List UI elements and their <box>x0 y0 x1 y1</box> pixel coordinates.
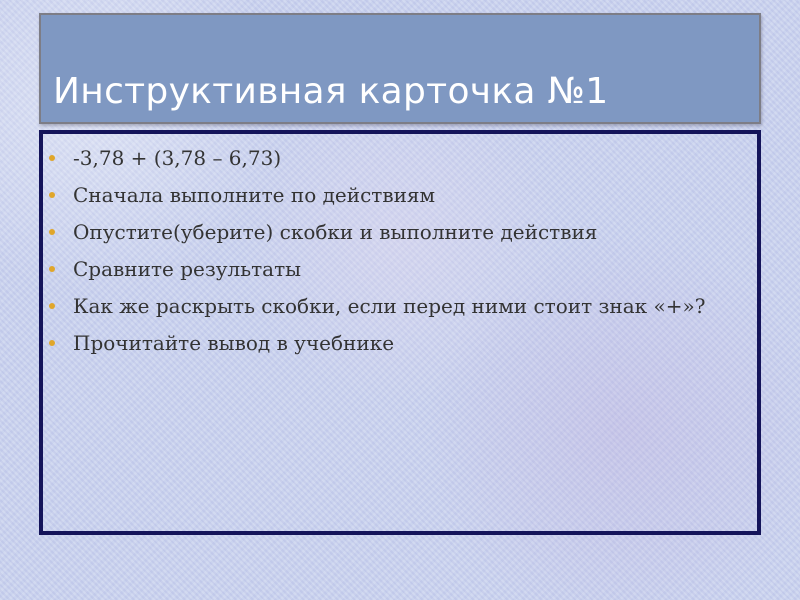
list-item <box>43 329 757 357</box>
list-item <box>43 144 757 172</box>
list-item-text: Как же раскрыть скобки, если перед ними стоит знак «+»? <box>73 294 706 318</box>
list-item-text: Прочитайте вывод в учебнике <box>73 331 395 355</box>
list-item <box>43 292 757 320</box>
bullet-dot-icon <box>49 229 55 235</box>
slide-title: Инструктивная карточка №1 <box>53 71 609 112</box>
list-item <box>43 255 757 283</box>
list-item-text: Сравните результаты <box>73 257 302 281</box>
content-box <box>39 130 761 535</box>
list-item-text: -3,78 + (3,78 – 6,73) <box>73 146 282 170</box>
list-item-text: Сначала выполните по действиям <box>73 183 436 207</box>
list-item <box>43 218 757 246</box>
bullet-dot-icon <box>49 340 55 346</box>
list-item-text: Опустите(уберите) скобки и выполните действия <box>73 220 598 244</box>
bullet-dot-icon <box>49 192 55 198</box>
bullet-dot-icon <box>49 303 55 309</box>
title-bar <box>39 13 761 124</box>
list-item <box>43 181 757 209</box>
instruction-list <box>43 144 757 366</box>
bullet-dot-icon <box>49 266 55 272</box>
bullet-dot-icon <box>49 155 55 161</box>
